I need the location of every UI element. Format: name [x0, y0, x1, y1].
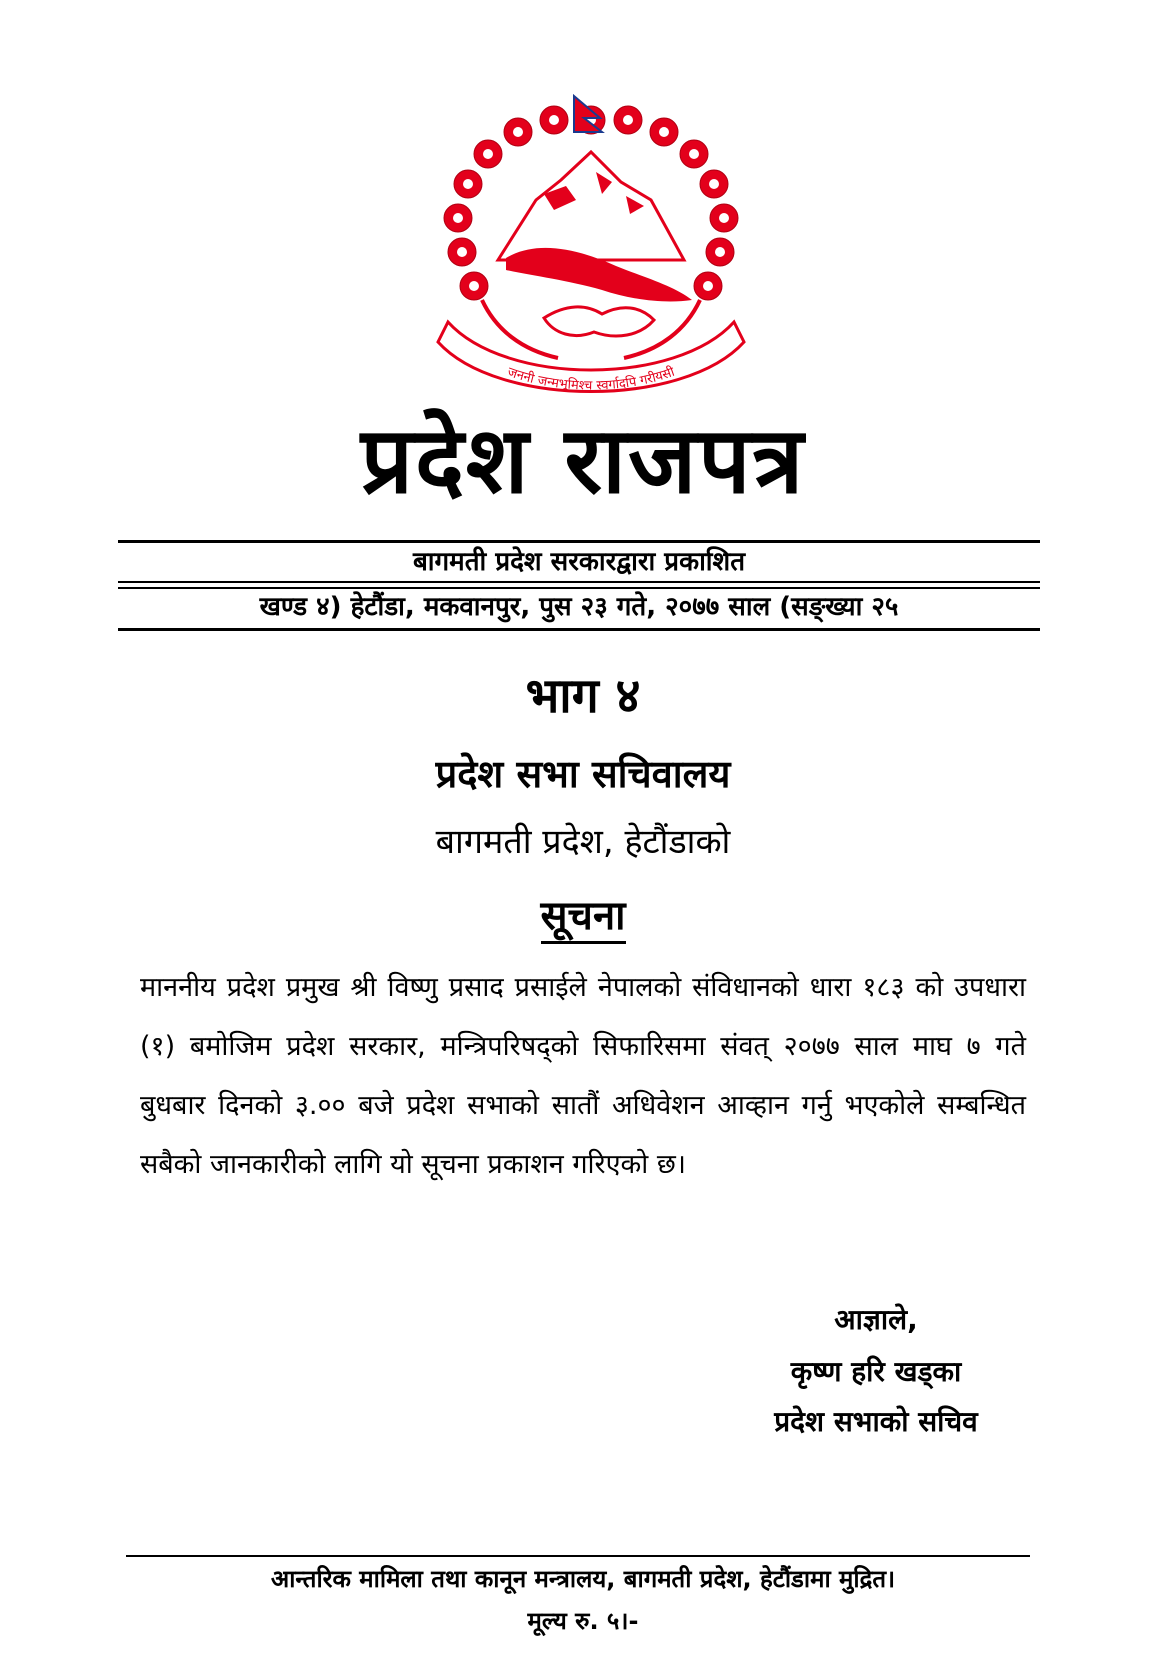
- notice-heading-text: सूचना: [541, 893, 626, 944]
- notice-heading: [0, 892, 1166, 940]
- signatory-designation: प्रदेश सभाको सचिव: [774, 1405, 978, 1438]
- notice-body: माननीय प्रदेश प्रमुख श्री विष्णु प्रसाद प्रसाईले नेपालको संविधानको धारा १८३ को उपधारा (१) बमोजिम प्रदेश सरकार, मन्त्रिपरिषद्को सिफारिसमा संवत् २०७७ साल माघ ७ गते बुधबार दिनको ३.०० बजे प्रदेश सभाको सातौं अधिवेशन आव्हान गर्नु भएकोले सम्बन्धित सबैको जानकारीको लागि यो सूचना प्रकाशन गरिएको छ।: [140, 972, 1026, 1180]
- part-heading: भाग ४: [525, 668, 641, 724]
- header-rule-bottom: [118, 628, 1040, 631]
- header-rule-mid-1: [118, 581, 1040, 583]
- signatory-name: कृष्ण हरि खड्का: [790, 1355, 962, 1388]
- motto-text: जननी जन्मभूमिश्च स्वर्गादपि गरीयसी: [505, 364, 677, 394]
- issue-line: खण्ड ४) हेटौंडा, मकवानपुर, पुस २३ गते, २०७७ साल (सङ्ख्या २५: [259, 592, 899, 622]
- by-order-line: आज्ञाले,: [834, 1303, 918, 1336]
- header-rule-top: [118, 540, 1040, 543]
- nepal-coat-of-arms-icon: [426, 90, 756, 410]
- location-heading: बागमती प्रदेश, हेटौंडाको: [435, 822, 731, 862]
- printed-at-line: आन्तरिक मामिला तथा कानून मन्त्रालय, बागमती प्रदेश, हेटौंडामा मुद्रित।: [270, 1565, 896, 1593]
- coat-of-arms-emblem: [426, 90, 756, 410]
- published-by-line: बागमती प्रदेश सरकारद्वारा प्रकाशित: [412, 547, 746, 577]
- price-line: मूल्य रु. ५।-: [527, 1607, 639, 1635]
- header-rule-mid-2: [118, 587, 1040, 589]
- footer-rule: [126, 1555, 1030, 1557]
- organization-heading: प्रदेश सभा सचिवालय: [435, 752, 731, 796]
- gazette-title: प्रदेश राजपत्र: [360, 407, 806, 514]
